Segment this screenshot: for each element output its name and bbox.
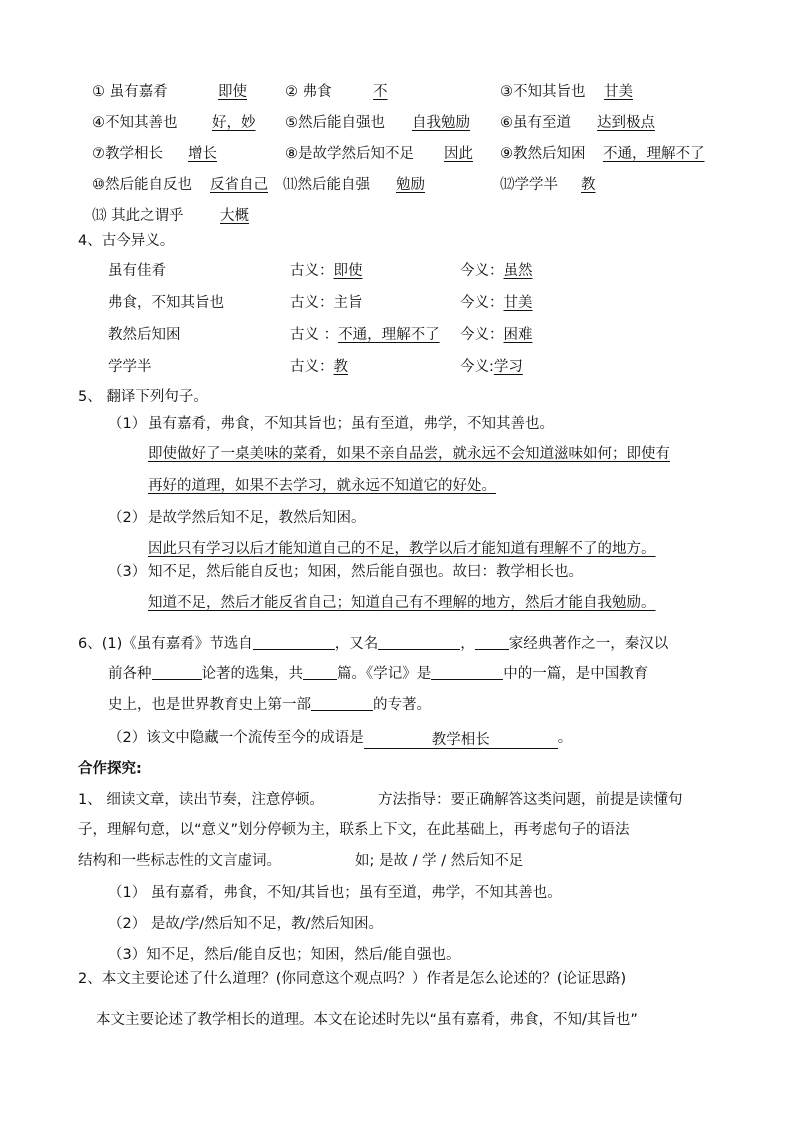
vocab-term: ⑦教学相长 xyxy=(92,146,163,162)
vocab-term: ② 弗食 xyxy=(285,84,332,100)
section-heading: 5、 翻译下列句子。 xyxy=(78,389,208,405)
blank xyxy=(303,664,337,680)
vocab-answer: 勉励 xyxy=(396,177,425,193)
vocab-term: ⑩然后能自反也 xyxy=(92,177,192,193)
vocab-answer: 教 xyxy=(581,177,596,193)
phrase: 弗食，不知其旨也 xyxy=(108,295,224,311)
section-heading: 4、古今异义。 xyxy=(78,233,175,249)
vocab-term: ⑾然后能自强 xyxy=(283,177,370,193)
translation: 因此只有学习以后才能知道自己的不足，教学以后才能知道有理解不了的地方。 xyxy=(148,541,656,557)
modern-label: 今义：甘美 xyxy=(460,295,533,311)
translation: 即使做好了一桌美味的菜肴，如果不亲自品尝，就永远不会知道滋味如何；即使有 xyxy=(148,446,670,462)
vocab-answer: 反省自己 xyxy=(210,177,268,193)
source-sentence: 虽有嘉肴，弗食，不知其旨也；虽有至道，弗学，不知其善也。 xyxy=(148,416,554,432)
source-sentence: 是故学然后知不足，教然后知困。 xyxy=(148,510,366,526)
vocab-term: ⑧是故学然后知不足 xyxy=(285,146,414,162)
vocab-answer: 增长 xyxy=(188,146,217,162)
pause-sentence: （3）知不足，然后/能自反也；知困，然后/能自强也。 xyxy=(108,947,461,963)
vocab-answer: 因此 xyxy=(444,146,473,162)
phrase: 虽有佳肴 xyxy=(108,263,166,279)
phrase: 教然后知困 xyxy=(108,327,181,343)
item-number: （1） xyxy=(108,416,147,432)
vocab-answer: 即使 xyxy=(218,84,247,100)
fill-in-line: （2）该文中隐藏一个流传至今的成语是 教学相长 。 xyxy=(108,730,573,748)
question: 2、本文主要论述了什么道理？(你同意这个观点吗？）作者是怎么论述的？(论证思路) xyxy=(78,971,627,987)
example: 如; 是故 / 学 / 然后知不足 xyxy=(355,853,524,869)
blank xyxy=(253,634,335,650)
modern-meaning: 虽然 xyxy=(503,263,533,279)
vocab-answer: 不通，理解不了 xyxy=(603,146,705,162)
blank xyxy=(431,664,503,680)
idiom-answer: 教学相长 xyxy=(364,730,558,749)
blank xyxy=(311,695,373,711)
ancient-meaning: 即使 xyxy=(333,263,363,279)
blank xyxy=(378,634,460,650)
vocab-answer: 甘美 xyxy=(604,84,633,100)
translation: 再好的道理，如果不去学习，就永远不知道它的好处。 xyxy=(148,478,496,494)
vocab-answer: 自我勉励 xyxy=(412,115,470,131)
paragraph-line: 方法指导：要正确解答这类问题，前提是读懂句 xyxy=(378,792,683,808)
pause-sentence: （2） 是故/学/然后知不足，教/然后知困。 xyxy=(108,916,383,932)
modern-meaning: 学习 xyxy=(493,359,523,375)
vocab-term: ⑥虽有至道 xyxy=(500,115,571,131)
paragraph-line: 子，理解句意，以“意义”划分停顿为主，联系上下文，在此基础上，再考虑句子的语法 xyxy=(78,822,630,838)
item-number: （3） xyxy=(108,564,147,580)
vocab-answer: 大概 xyxy=(220,208,249,224)
phrase: 学学半 xyxy=(108,359,152,375)
paragraph-line: 结构和一些标志性的文言虚词。 xyxy=(78,853,281,869)
modern-label: 今义：困难 xyxy=(460,327,533,343)
vocab-answer: 好，妙 xyxy=(212,115,256,131)
ancient-meaning: 教 xyxy=(333,359,348,375)
modern-meaning: 甘美 xyxy=(503,295,533,311)
paragraph-line: 1、 细读文章，读出节奏，注意停顿。 xyxy=(78,792,324,808)
section-heading: 合作探究: xyxy=(78,761,142,777)
fill-in-line: 史上，也是世界教育史上第一部 的专著。 xyxy=(108,697,431,713)
vocab-term: ① 虽有嘉肴 xyxy=(92,84,168,100)
blank xyxy=(475,634,509,650)
ancient-meaning: 不通，理解不了 xyxy=(338,327,440,343)
vocab-term: ④不知其善也 xyxy=(92,115,178,131)
modern-label: 今义:学习 xyxy=(460,359,523,375)
item-number: （2） xyxy=(108,510,147,526)
blank xyxy=(152,664,202,680)
vocab-term: ⑿学学半 xyxy=(500,177,558,193)
ancient-label: 古义：主旨 xyxy=(290,295,363,311)
vocab-answer: 达到极点 xyxy=(597,115,655,131)
answer-paragraph: 本文主要论述了教学相长的道理。本文在论述时先以“虽有嘉肴，弗食，不知/其旨也” xyxy=(96,1012,638,1028)
modern-label: 今义：虽然 xyxy=(460,263,533,279)
ancient-label: 古义：教 xyxy=(290,359,348,375)
ancient-meaning: 主旨 xyxy=(333,295,363,311)
ancient-label: 古义 ：不通，理解不了 xyxy=(290,327,440,343)
vocab-answer: 不 xyxy=(373,84,388,100)
source-sentence: 知不足，然后能自反也；知困，然后能自强也。故曰：教学相长也。 xyxy=(148,564,583,580)
modern-meaning: 困难 xyxy=(503,327,533,343)
vocab-term: ⑤然后能自强也 xyxy=(285,115,385,131)
fill-in-line: 前各种 论著的选集，共 篇。《学记》是 中的一篇，是中国教育 xyxy=(108,666,649,682)
vocab-term: ⑨教然后知困 xyxy=(500,146,586,162)
ancient-label: 古义：即使 xyxy=(290,263,363,279)
translation: 知道不足，然后才能反省自己；知道自己有不理解的地方，然后才能自我勉励。 xyxy=(148,595,656,611)
pause-sentence: （1） 虽有嘉肴，弗食，不知/其旨也；虽有至道，弗学，不知其善也。 xyxy=(108,885,562,901)
fill-in-line: 6、(1)《虽有嘉肴》节选自 ，又名 ， 家经典著作之一，秦汉以 xyxy=(78,636,669,652)
vocab-term: ⒀ 其此之谓乎 xyxy=(92,208,184,224)
vocab-term: ③不知其旨也 xyxy=(500,84,586,100)
